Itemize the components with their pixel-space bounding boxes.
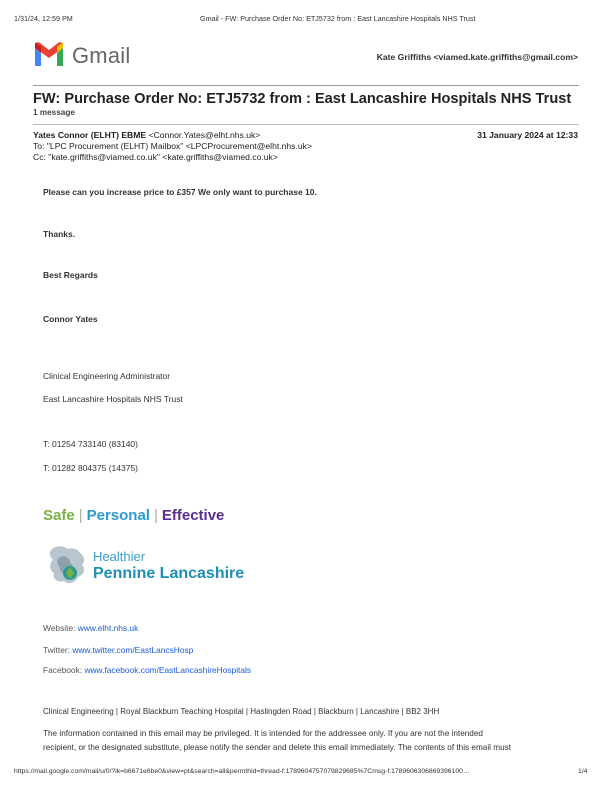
body-org: East Lancashire Hospitals NHS Trust [43, 394, 183, 404]
to-line [33, 141, 312, 151]
facebook-line [43, 665, 251, 675]
website-line [43, 623, 138, 633]
email-date: 31 January 2024 at 12:33 [477, 130, 578, 140]
values-banner [43, 507, 224, 524]
body-regards: Best Regards [43, 270, 98, 280]
logo-healthier: Healthier [93, 549, 146, 564]
to-label: To: [33, 141, 45, 151]
body-request: Please can you increase price to £357 We only want to purchase 10. [43, 187, 317, 197]
value-personal: Personal [86, 507, 150, 524]
body-phone-2: T: 01282 804375 (14375) [43, 463, 138, 473]
disclaimer-line-1: The information contained in this email may be privileged. It is intended for the addressee only. If you are not the intended [43, 729, 483, 738]
sender-line [33, 130, 260, 140]
account-email: Kate Griffiths <viamed.kate.griffiths@gmail.com> [376, 52, 578, 62]
value-divider: | [78, 507, 83, 524]
message-count: 1 message [33, 108, 75, 117]
email-subject: FW: Purchase Order No: ETJ5732 from : East Lancashire Hospitals NHS Trust [33, 91, 572, 107]
healthier-pennine-map-icon [46, 543, 92, 587]
print-url: https://mail.google.com/mail/u/0/?ik=b6671e6be0&view=pt&search=all&permthid=thread-f:1789604757079829685%7Cmsg-f:1789606306869396100… [14, 768, 470, 775]
value-safe: Safe [43, 507, 75, 524]
disclaimer-line-2: recipient, or the designated substitute, please notify the sender and delete this email immediately. The contents of this email must [43, 743, 512, 752]
header-divider [33, 85, 579, 86]
cc-recipients[interactable]: "kate.griffiths@viamed.co.uk" <kate.griffiths@viamed.co.uk> [48, 152, 278, 162]
logo-pennine-lancashire: Pennine Lancashire [93, 565, 245, 582]
twitter-line [43, 645, 193, 655]
subject-divider [33, 124, 579, 125]
body-phone-1: T: 01254 733140 (83140) [43, 439, 138, 449]
sender-address[interactable]: <Connor.Yates@elht.nhs.uk> [148, 130, 261, 140]
twitter-label: Twitter: [43, 645, 70, 655]
body-sender-name: Connor Yates [43, 314, 98, 324]
value-divider: | [153, 507, 158, 524]
value-effective: Effective [161, 507, 225, 524]
cc-label: Cc: [33, 152, 46, 162]
sender-name: Yates Connor (ELHT) EBME [33, 130, 147, 140]
body-thanks: Thanks. [43, 229, 76, 239]
body-role: Clinical Engineering Administrator [43, 371, 171, 381]
gmail-brand-text: Gmail [72, 43, 131, 68]
facebook-label: Facebook: [43, 665, 83, 675]
twitter-link[interactable]: www.twitter.com/EastLancsHosp [72, 645, 194, 655]
print-datetime: 1/31/24, 12:59 PM [14, 14, 73, 23]
gmail-logo-icon[interactable] [33, 42, 65, 68]
contact-address: Clinical Engineering | Royal Blackburn Teaching Hospital | Haslingden Road | Blackburn | Lancashire | BB2 3HH [43, 707, 440, 716]
facebook-link[interactable]: www.facebook.com/EastLancashireHospitals [84, 665, 252, 675]
cc-line [33, 152, 278, 162]
print-page-number: 1/4 [578, 768, 588, 775]
website-link[interactable]: www.elht.nhs.uk [77, 623, 139, 633]
website-label: Website: [43, 623, 76, 633]
to-recipients[interactable]: "LPC Procurement (ELHT) Mailbox" <LPCProcurement@elht.nhs.uk> [46, 141, 312, 151]
print-title: Gmail - FW: Purchase Order No: ETJ5732 from : East Lancashire Hospitals NHS Trust [200, 14, 476, 23]
